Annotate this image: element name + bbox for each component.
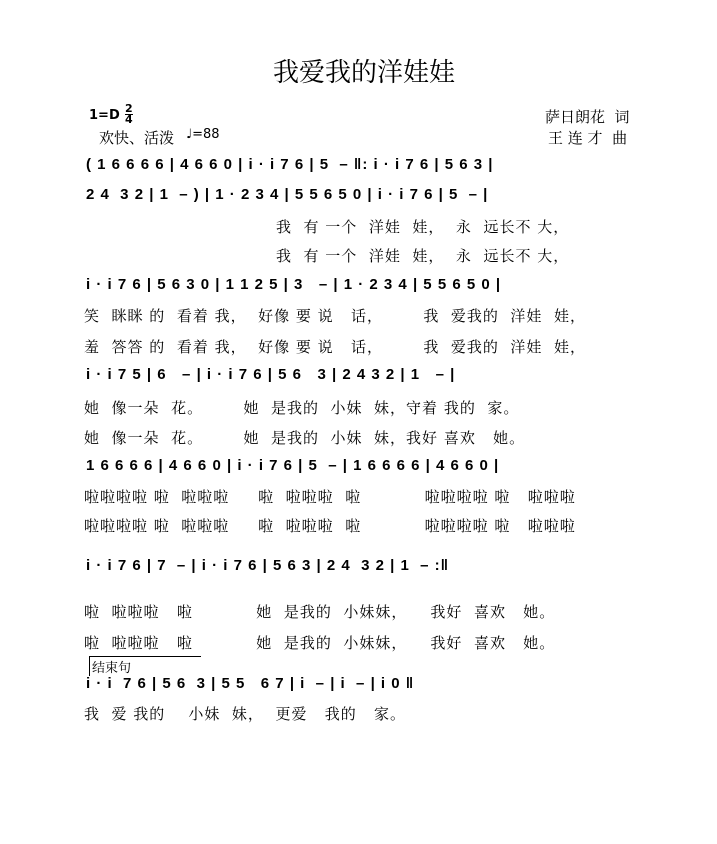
notation-row: 2 4 3 2 | 1 – ) | 1 · 2 3 4 | 5 5 6 5 0 | i · i 7 6 | 5 – |: [86, 186, 489, 203]
composer-credit: 王 连 才 曲: [548, 129, 628, 147]
notation-row: i · i 7 6 | 7 – | i · i 7 6 | 5 6 3 | 2 4 3 2 | 1 – :‖: [86, 557, 450, 574]
ending-label-line: [89, 656, 201, 657]
notation-row: i · i 7 6 | 5 6 3 | 5 5 6 7 | i – | i – | i 0 ‖: [86, 675, 415, 692]
lyric-line: 我 有 一个 洋娃 娃， 永 远长不 大，: [276, 247, 570, 265]
time-signature-top: 2: [125, 102, 133, 115]
notation-row: ( 1 6 6 6 6 | 4 6 6 0 | i · i 7 6 | 5 – ‖: i · i 7 6 | 5 6 3 |: [86, 156, 494, 173]
notation-row: i · i 7 5 | 6 – | i · i 7 6 | 5 6 3 | 2 4 3 2 | 1 – |: [86, 366, 456, 383]
lyric-line: 啦啦啦啦 啦 啦啦啦 啦 啦啦啦 啦 啦啦啦啦 啦 啦啦啦: [84, 488, 576, 506]
lyric-line: 我 爱 我的 小妹 妹， 更爱 我的 家。: [84, 705, 407, 723]
lyric-line: 羞 答答 的 看着 我， 好像 要 说 话， 我 爱我的 洋娃 娃，: [84, 338, 586, 356]
time-signature-bottom: 4: [125, 113, 133, 126]
lyric-line: 啦啦啦啦 啦 啦啦啦 啦 啦啦啦 啦 啦啦啦啦 啦 啦啦啦: [84, 517, 576, 535]
lyric-line: 她 像一朵 花。 她 是我的 小妹 妹，守着 我的 家。: [84, 399, 520, 417]
lyric-line: 我 有 一个 洋娃 娃， 永 远长不 大，: [276, 218, 570, 236]
time-signature: [125, 104, 133, 125]
lyricist-credit: 萨日朗花 词: [545, 108, 630, 126]
lyric-line: 啦 啦啦啦 啦 她 是我的 小妹妹， 我好 喜欢 她。: [84, 603, 556, 621]
ending-label: 结束句: [89, 656, 135, 676]
notation-row: 1 6 6 6 6 | 4 6 6 0 | i · i 7 6 | 5 – | 1 6 6 6 6 | 4 6 6 0 |: [86, 457, 500, 474]
tempo-mark: ♩=88: [186, 127, 220, 142]
lyric-line: 笑 眯眯 的 看着 我， 好像 要 说 话， 我 爱我的 洋娃 娃，: [84, 307, 586, 325]
key-signature: 1=D: [89, 108, 120, 123]
lyric-line: 啦 啦啦啦 啦 她 是我的 小妹妹， 我好 喜欢 她。: [84, 634, 556, 652]
notation-row: i · i 7 6 | 5 6 3 0 | 1 1 2 5 | 3 – | 1 · 2 3 4 | 5 5 6 5 0 |: [86, 276, 502, 293]
song-title: 我爱我的洋娃娃: [273, 58, 456, 88]
tempo-word: 欢快、活泼: [99, 129, 175, 147]
lyric-line: 她 像一朵 花。 她 是我的 小妹 妹，我好 喜欢 她。: [84, 429, 526, 447]
